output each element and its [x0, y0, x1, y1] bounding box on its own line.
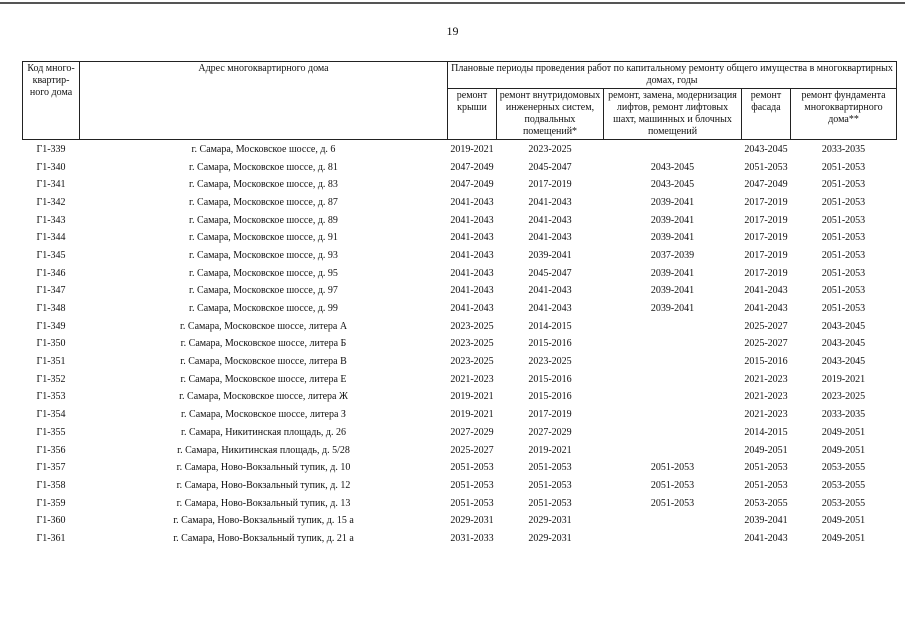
cell-foundation: 2033-2035 [821, 143, 866, 155]
cell-address: г. Самара, Московское шоссе, литера З [181, 409, 346, 421]
cell-address: г. Самара, Московское шоссе, д. 83 [189, 179, 338, 191]
cell-address: г. Самара, Московское шоссе, д. 93 [189, 249, 338, 261]
cell-address: г. Самара, Московское шоссе, д. 89 [189, 214, 338, 226]
table-row [23, 283, 897, 301]
cell-facade: 2047-2049 [744, 179, 788, 191]
cell-code: Г1-354 [36, 409, 66, 421]
cell-elevators [604, 140, 742, 159]
cell-facade: 2043-2045 [744, 143, 788, 155]
table-row [23, 442, 897, 460]
cell-systems: 2041-2043 [528, 303, 572, 315]
header-facade: ремонт фасада [742, 89, 791, 140]
cell-roof: 2041-2043 [450, 249, 494, 261]
table-row [23, 300, 897, 318]
cell-address: г. Самара, Московское шоссе, литера Ж [179, 391, 348, 403]
cell-elevators: 2039-2041 [650, 214, 695, 226]
cell-code: Г1-357 [36, 462, 66, 474]
table-row [23, 530, 897, 548]
cell-address: г. Самара, Никитинская площадь, д. 5/28 [177, 444, 350, 456]
cell-facade: 2025-2027 [744, 338, 788, 350]
cell-elevators [604, 406, 742, 424]
table-row [23, 406, 897, 424]
cell-foundation: 2053-2055 [821, 462, 866, 474]
cell-address: г. Самара, Московское шоссе, д. 97 [189, 285, 338, 297]
cell-elevators [604, 424, 742, 442]
cell-systems: 2014-2015 [528, 320, 572, 332]
table-row [23, 247, 897, 265]
cell-foundation: 2043-2045 [821, 320, 866, 332]
cell-address: г. Самара, Московское шоссе, д. 6 [191, 143, 336, 155]
cell-roof: 2019-2021 [450, 409, 494, 421]
cell-systems: 2051-2053 [528, 479, 572, 491]
cell-roof: 2041-2043 [450, 232, 494, 244]
cell-foundation: 2049-2051 [821, 532, 866, 544]
cell-elevators [604, 512, 742, 530]
cell-facade: 2025-2027 [744, 320, 788, 332]
cell-address: г. Самара, Московское шоссе, д. 99 [189, 303, 338, 315]
cell-code: Г1-348 [36, 303, 66, 315]
cell-foundation: 2053-2055 [821, 497, 866, 509]
table-header [23, 62, 897, 140]
cell-code: Г1-355 [36, 426, 66, 438]
cell-facade: 2017-2019 [744, 232, 788, 244]
cell-elevators [604, 318, 742, 336]
cell-systems: 2051-2053 [528, 497, 572, 509]
cell-elevators [604, 371, 742, 389]
table-row [23, 318, 897, 336]
cell-roof: 2029-2031 [450, 515, 494, 527]
cell-elevators [604, 389, 742, 407]
table-row [23, 229, 897, 247]
table-row [23, 140, 897, 159]
cell-elevators: 2039-2041 [650, 232, 695, 244]
cell-foundation: 2049-2051 [821, 426, 866, 438]
cell-roof: 2019-2021 [450, 391, 494, 403]
cell-facade: 2021-2023 [744, 391, 788, 403]
cell-elevators [604, 336, 742, 354]
cell-code: Г1-347 [36, 285, 66, 297]
cell-elevators: 2051-2053 [650, 479, 695, 491]
cell-address: г. Самара, Московское шоссе, д. 81 [189, 161, 338, 173]
cell-facade: 2017-2019 [744, 267, 788, 279]
cell-address: г. Самара, Никитинская площадь, д. 26 [181, 426, 346, 438]
cell-systems: 2017-2019 [528, 409, 572, 421]
header-code: Код много-квартир-ного дома [23, 62, 80, 140]
cell-systems: 2015-2016 [528, 338, 572, 350]
cell-address: г. Самара, Ново-Вокзальный тупик, д. 21 а [173, 532, 354, 544]
cell-systems: 2017-2019 [528, 179, 572, 191]
cell-roof: 2051-2053 [450, 462, 494, 474]
cell-code: Г1-346 [36, 267, 66, 279]
cell-code: Г1-345 [36, 249, 66, 261]
table-row [23, 512, 897, 530]
cell-code: Г1-344 [36, 232, 66, 244]
cell-code: Г1-343 [36, 214, 66, 226]
cell-elevators: 2039-2041 [650, 285, 695, 297]
table-row [23, 371, 897, 389]
cell-systems: 2041-2043 [528, 232, 572, 244]
cell-facade: 2015-2016 [744, 356, 788, 368]
cell-foundation: 2049-2051 [821, 515, 866, 527]
cell-foundation: 2051-2053 [821, 285, 866, 297]
table-row [23, 176, 897, 194]
cell-systems: 2041-2043 [528, 214, 572, 226]
cell-foundation: 2051-2053 [821, 214, 866, 226]
cell-foundation: 2051-2053 [821, 196, 866, 208]
cell-address: г. Самара, Ново-Вокзальный тупик, д. 12 [176, 479, 351, 491]
cell-roof: 2041-2043 [450, 303, 494, 315]
table-row [23, 265, 897, 283]
cell-elevators: 2039-2041 [650, 303, 695, 315]
repair-schedule-table [22, 61, 897, 548]
cell-facade: 2051-2053 [744, 462, 788, 474]
cell-facade: 2049-2051 [744, 444, 788, 456]
cell-facade: 2017-2019 [744, 214, 788, 226]
cell-elevators: 2039-2041 [650, 196, 695, 208]
cell-address: г. Самара, Ново-Вокзальный тупик, д. 10 [176, 462, 351, 474]
cell-foundation: 2043-2045 [821, 356, 866, 368]
cell-systems: 2041-2043 [528, 285, 572, 297]
cell-systems: 2041-2043 [528, 196, 572, 208]
cell-elevators: 2043-2045 [650, 161, 695, 173]
cell-systems: 2029-2031 [528, 515, 572, 527]
cell-roof: 2041-2043 [450, 285, 494, 297]
cell-roof: 2025-2027 [450, 444, 494, 456]
cell-address: г. Самара, Московское шоссе, д. 91 [189, 232, 338, 244]
table-row [23, 459, 897, 477]
cell-elevators [604, 442, 742, 460]
table-row [23, 336, 897, 354]
cell-roof: 2047-2049 [450, 161, 494, 173]
cell-facade: 2051-2053 [744, 161, 788, 173]
cell-facade: 2039-2041 [744, 515, 788, 527]
top-rule [0, 2, 905, 4]
cell-elevators: 2051-2053 [650, 462, 695, 474]
cell-foundation: 2033-2035 [821, 409, 866, 421]
cell-code: Г1-341 [36, 179, 66, 191]
cell-systems: 2015-2016 [528, 391, 572, 403]
cell-roof: 2023-2025 [450, 320, 494, 332]
cell-facade: 2041-2043 [744, 285, 788, 297]
cell-address: г. Самара, Московское шоссе, литера Б [180, 338, 347, 350]
cell-systems: 2039-2041 [528, 249, 572, 261]
cell-facade: 2014-2015 [744, 426, 788, 438]
header-foundation: ремонт фундамента многоквартирного дома** [791, 89, 897, 140]
cell-code: Г1-339 [36, 143, 66, 155]
cell-code: Г1-353 [36, 391, 66, 403]
cell-code: Г1-351 [36, 356, 66, 368]
cell-facade: 2041-2043 [744, 532, 788, 544]
cell-systems: 2045-2047 [528, 161, 572, 173]
table-row [23, 159, 897, 177]
header-elevators: ремонт, замена, модернизация лифтов, ремонт лифтовых шахт, машинных и блочных помещений [604, 89, 742, 140]
cell-address: г. Самара, Московское шоссе, д. 87 [189, 196, 338, 208]
cell-foundation: 2043-2045 [821, 338, 866, 350]
cell-code: Г1-356 [36, 444, 66, 456]
cell-code: Г1-360 [36, 515, 66, 527]
table-row [23, 477, 897, 495]
cell-roof: 2051-2053 [450, 479, 494, 491]
cell-roof: 2021-2023 [450, 373, 494, 385]
header-periods: Плановые периоды проведения работ по капитальному ремонту общего имущества в многоквартирных домах, годы [448, 62, 897, 89]
cell-facade: 2053-2055 [744, 497, 788, 509]
cell-code: Г1-359 [36, 497, 66, 509]
table-row [23, 212, 897, 230]
cell-roof: 2031-2033 [450, 532, 494, 544]
table-body [23, 140, 897, 548]
cell-foundation: 2051-2053 [821, 179, 866, 191]
cell-systems: 2029-2031 [528, 532, 572, 544]
cell-systems: 2015-2016 [528, 373, 572, 385]
cell-address: г. Самара, Московское шоссе, литера Е [180, 373, 347, 385]
cell-roof: 2023-2025 [450, 338, 494, 350]
header-roof: ремонт крыши [448, 89, 497, 140]
cell-facade: 2041-2043 [744, 303, 788, 315]
table-row [23, 353, 897, 371]
cell-foundation: 2023-2025 [821, 391, 866, 403]
table-row [23, 194, 897, 212]
cell-systems: 2045-2047 [528, 267, 572, 279]
cell-roof: 2047-2049 [450, 179, 494, 191]
cell-foundation: 2051-2053 [821, 232, 866, 244]
cell-elevators [604, 530, 742, 548]
cell-code: Г1-349 [36, 320, 66, 332]
cell-elevators: 2037-2039 [650, 249, 695, 261]
table-row [23, 389, 897, 407]
cell-elevators [604, 353, 742, 371]
cell-roof: 2019-2021 [450, 143, 494, 155]
cell-address: г. Самара, Ново-Вокзальный тупик, д. 15 а [173, 515, 354, 527]
cell-foundation: 2019-2021 [821, 373, 866, 385]
cell-address: г. Самара, Московское шоссе, д. 95 [189, 267, 338, 279]
cell-code: Г1-350 [36, 338, 66, 350]
header-systems: ремонт внутридомовых инженерных систем, подвальных помещений* [497, 89, 604, 140]
cell-systems: 2027-2029 [528, 426, 572, 438]
cell-code: Г1-361 [36, 532, 66, 544]
cell-foundation: 2051-2053 [821, 303, 866, 315]
cell-roof: 2051-2053 [450, 497, 494, 509]
cell-foundation: 2053-2055 [821, 479, 866, 491]
cell-roof: 2027-2029 [450, 426, 494, 438]
table-row [23, 495, 897, 513]
cell-roof: 2041-2043 [450, 196, 494, 208]
cell-roof: 2041-2043 [450, 267, 494, 279]
cell-code: Г1-358 [36, 479, 66, 491]
page-number: 19 [446, 24, 459, 38]
cell-systems: 2023-2025 [528, 143, 572, 155]
cell-foundation: 2051-2053 [821, 161, 866, 173]
cell-address: г. Самара, Ново-Вокзальный тупик, д. 13 [176, 497, 351, 509]
cell-facade: 2021-2023 [744, 373, 788, 385]
cell-address: г. Самара, Московское шоссе, литера А [179, 320, 348, 332]
cell-code: Г1-340 [36, 161, 66, 173]
table-row [23, 424, 897, 442]
cell-foundation: 2051-2053 [821, 267, 866, 279]
cell-roof: 2041-2043 [450, 214, 494, 226]
cell-foundation: 2051-2053 [821, 249, 866, 261]
cell-code: Г1-342 [36, 196, 66, 208]
cell-facade: 2021-2023 [744, 409, 788, 421]
cell-address: г. Самара, Московское шоссе, литера В [180, 356, 347, 368]
cell-systems: 2051-2053 [528, 462, 572, 474]
cell-elevators: 2043-2045 [650, 179, 695, 191]
cell-code: Г1-352 [36, 373, 66, 385]
cell-facade: 2051-2053 [744, 479, 788, 491]
cell-facade: 2017-2019 [744, 249, 788, 261]
cell-systems: 2019-2021 [528, 444, 572, 456]
cell-systems: 2023-2025 [528, 356, 572, 368]
header-address: Адрес многоквартирного дома [80, 62, 448, 140]
cell-facade: 2017-2019 [744, 196, 788, 208]
cell-foundation: 2049-2051 [821, 444, 866, 456]
cell-roof: 2023-2025 [450, 356, 494, 368]
cell-elevators: 2039-2041 [650, 267, 695, 279]
cell-elevators: 2051-2053 [650, 497, 695, 509]
